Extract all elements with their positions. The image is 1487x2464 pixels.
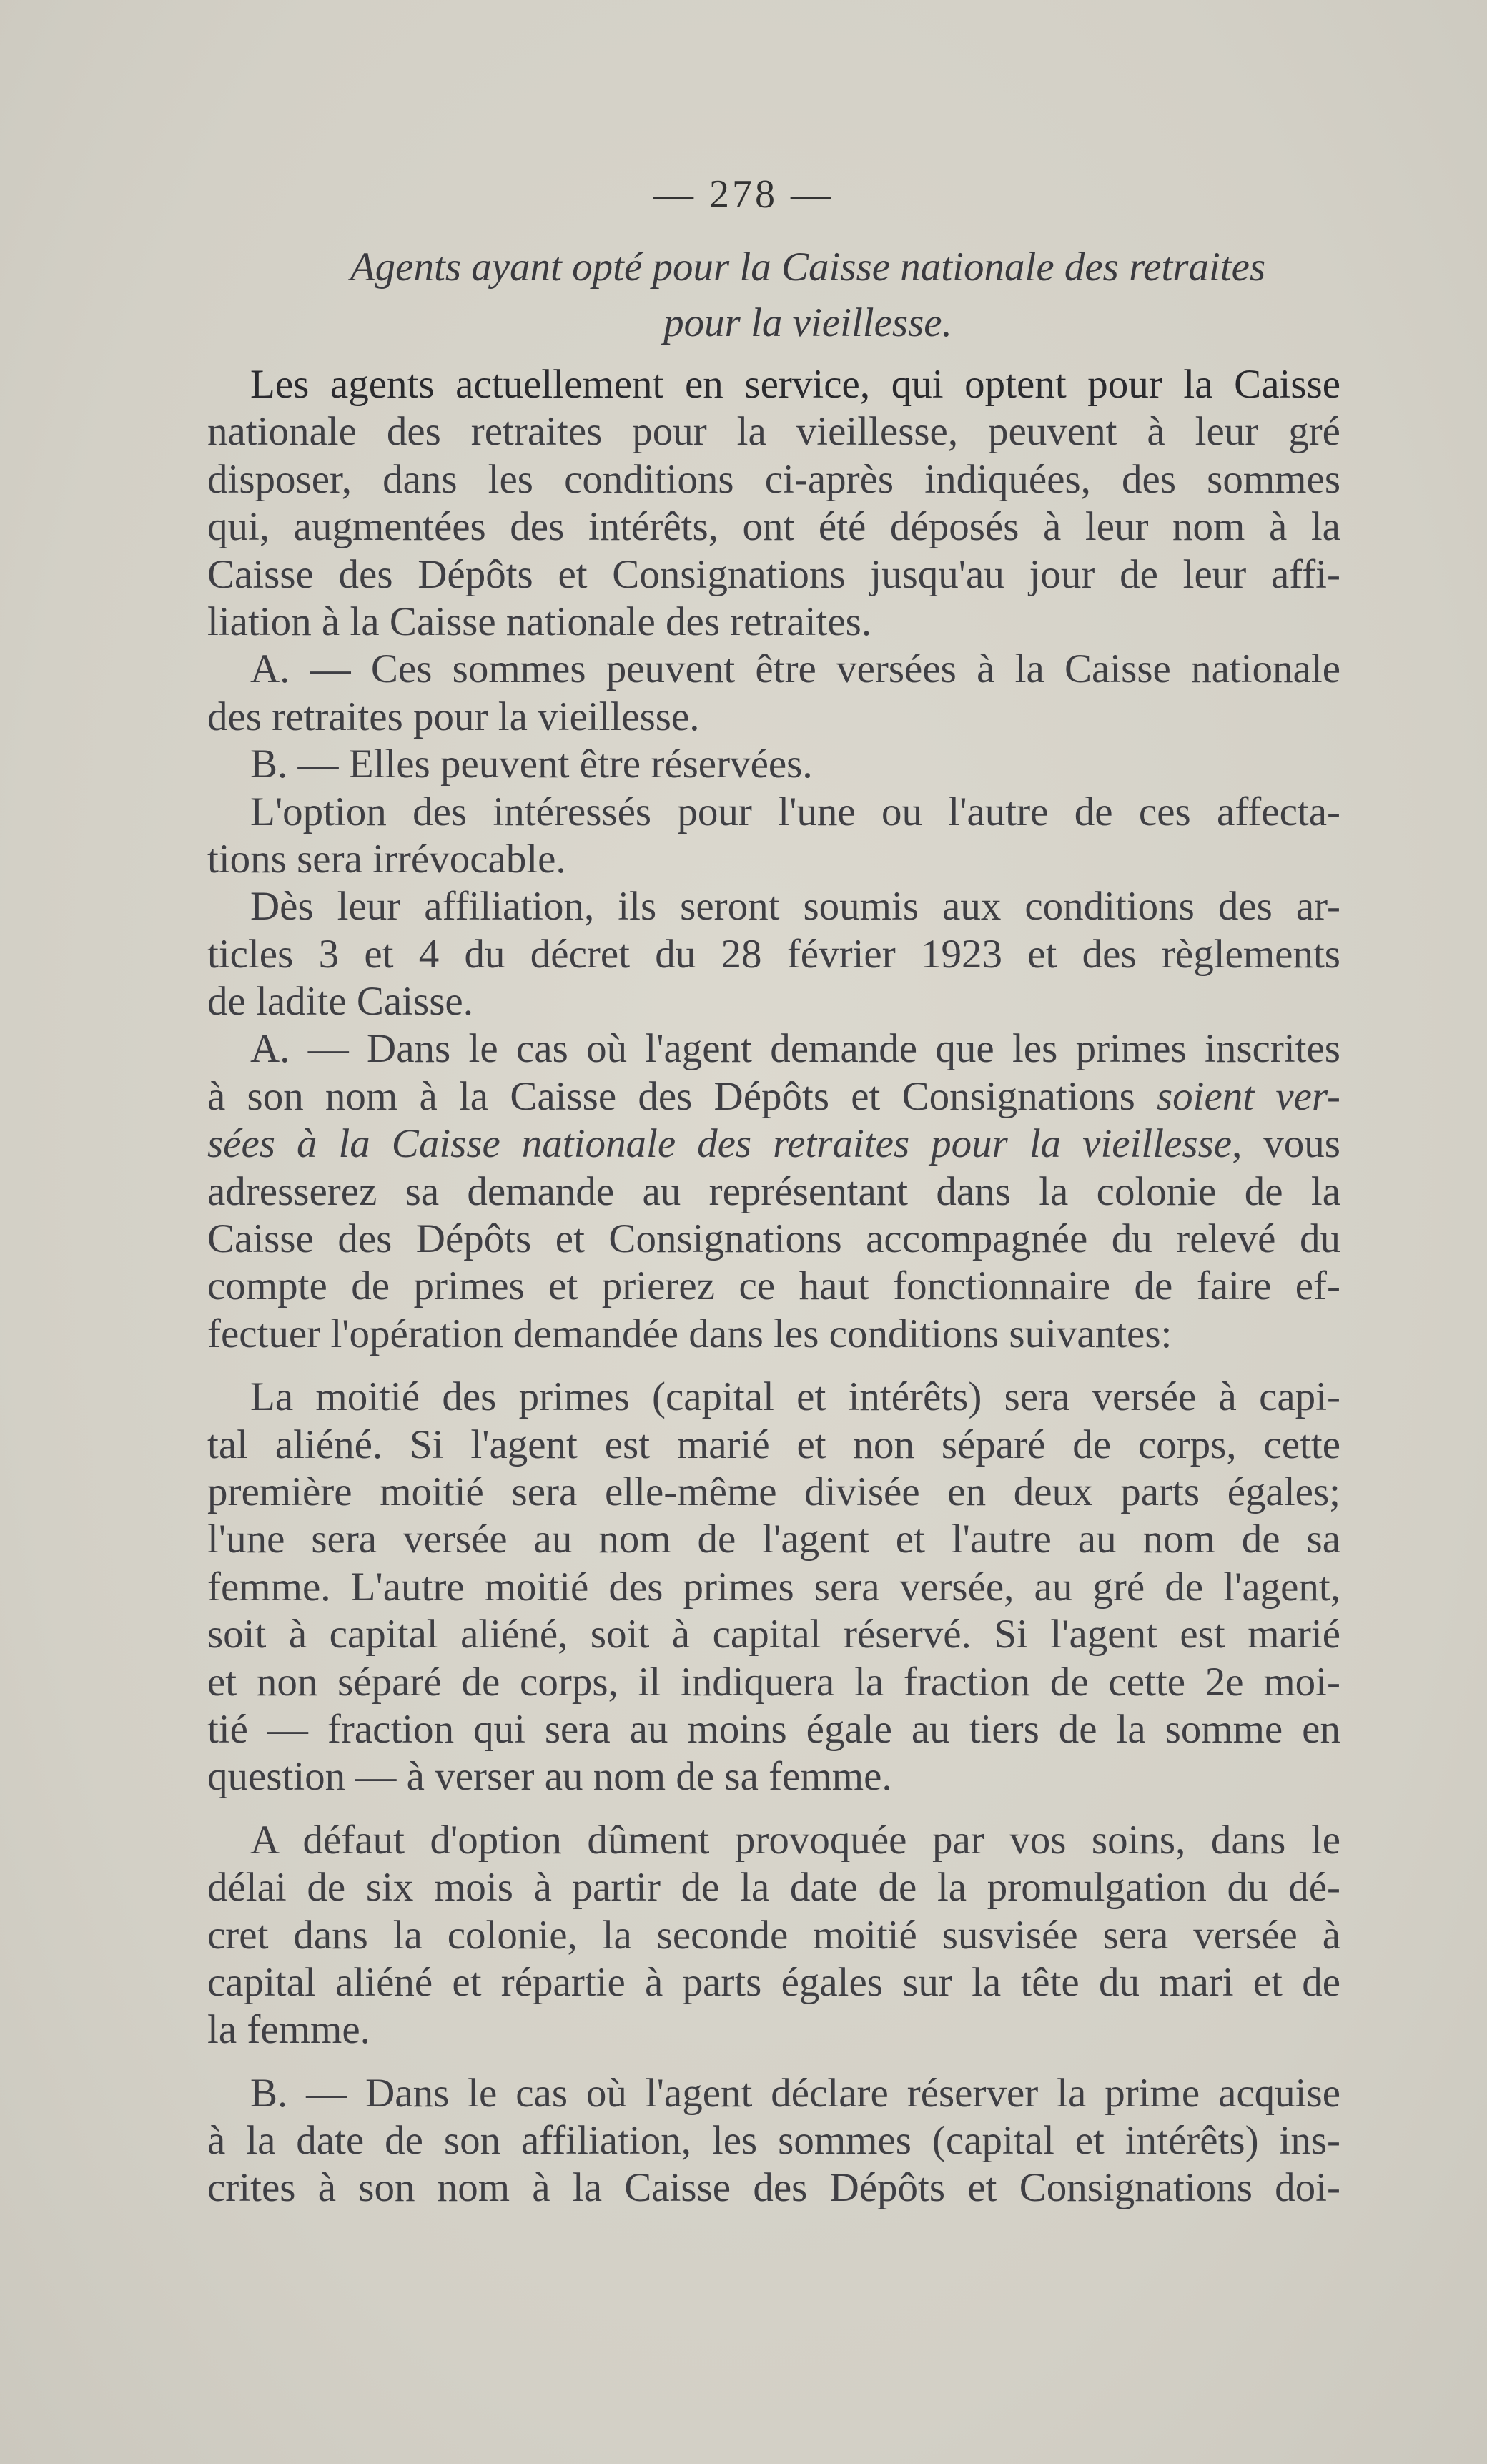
paragraph-7 — [207, 1374, 1340, 1801]
text-line: tal aliéné. Si l'agent est marié et non séparé de corps, cette — [207, 1421, 1340, 1467]
paragraph-spacer — [207, 1801, 1340, 1817]
text-line: A. — Dans le cas où l'agent demande que les primes inscrites — [250, 1026, 1340, 1072]
paragraph-spacer — [207, 1358, 1340, 1374]
text-run: à son nom à la Caisse des Dépôts et Consignations — [207, 1073, 1135, 1119]
text-line: liation à la Caisse nationale des retraites. — [207, 598, 872, 644]
text-line: et non séparé de corps, il indiquera la fraction de cette 2e moi- — [207, 1659, 1340, 1705]
text-line: adresserez sa demande au représentant dans la colonie de la — [207, 1168, 1340, 1214]
text-line — [207, 1120, 1340, 1168]
italic-text-run: sées à la Caisse nationale des retraites pour la vieillesse — [207, 1121, 1232, 1167]
paragraph-5 — [207, 883, 1340, 1025]
heading-line-1: Agents ayant opté pour la Caisse nationale des retraites — [350, 245, 1266, 290]
paragraph-3 — [207, 741, 1340, 788]
text-line: A défaut d'option dûment provoquée par vos soins, dans le — [250, 1817, 1340, 1863]
italic-text-run: soient ver- — [1157, 1073, 1340, 1119]
heading-line-2: pour la vieillesse. — [663, 300, 952, 345]
text-line: B. — Dans le cas où l'agent déclare réserver la prime acquise — [250, 2070, 1340, 2116]
text-line: soit à capital aliéné, soit à capital réservé. Si l'agent est marié — [207, 1612, 1340, 1657]
text-line: l'une sera versée au nom de l'agent et l'autre au nom de sa — [207, 1517, 1340, 1562]
paragraph-2 — [207, 646, 1340, 741]
text-line: de ladite Caisse. — [207, 979, 473, 1025]
paragraph-9 — [207, 2070, 1340, 2212]
text-line: délai de six mois à partir de la date de la promulgation du dé- — [207, 1865, 1340, 1911]
paragraph-8 — [207, 1817, 1340, 2054]
text-line: Les agents actuellement en service, qui optent pour la Caisse — [250, 362, 1340, 407]
text-line: disposer, dans les conditions ci-après indiquées, des sommes — [207, 456, 1340, 502]
paragraph-4 — [207, 789, 1340, 884]
text-line: des retraites pour la vieillesse. — [207, 694, 700, 739]
text-line: qui, augmentées des intérêts, ont été déposés à leur nom à la — [207, 504, 1340, 550]
text-run: , vous — [1232, 1121, 1340, 1167]
text-line: nationale des retraites pour la vieillesse, peuvent à leur gré — [207, 409, 1340, 455]
text-line: à la date de son affiliation, les sommes (capital et intérêts) ins- — [207, 2118, 1340, 2164]
text-line: tié — fraction qui sera au moins égale au tiers de la somme en — [207, 1706, 1340, 1752]
paragraph-1 — [207, 361, 1340, 646]
text-line: fectuer l'opération demandée dans les conditions suivantes: — [207, 1311, 1172, 1356]
paragraph-spacer — [207, 2054, 1340, 2070]
text-line: Dès leur affiliation, ils seront soumis aux conditions des ar- — [250, 884, 1340, 930]
text-line: A. — Ces sommes peuvent être versées à la Caisse nationale — [250, 646, 1340, 692]
text-line: capital aliéné et répartie à parts égales sur la tête du mari et de — [207, 1959, 1340, 2005]
text-line: femme. L'autre moitié des primes sera versée, au gré de l'agent, — [207, 1564, 1340, 1610]
text-line: crites à son nom à la Caisse des Dépôts et Consignations doi- — [207, 2165, 1340, 2211]
text-line: tions sera irrévocable. — [207, 836, 566, 882]
text-line: L'option des intéressés pour l'une ou l'autre de ces affecta- — [250, 789, 1340, 834]
paragraph-6 — [207, 1025, 1340, 1358]
text-line: Caisse des Dépôts et Consignations accompagnée du relevé du — [207, 1216, 1340, 1262]
text-line: compte de primes et prierez ce haut fonctionnaire de faire ef- — [207, 1263, 1340, 1309]
page-number: — 278 — — [653, 172, 834, 217]
text-line: première moitié sera elle-même divisée en deux parts égales; — [207, 1469, 1340, 1514]
text-line: ticles 3 et 4 du décret du 28 février 1923 et des règlements — [207, 931, 1340, 977]
text-line: la femme. — [207, 2007, 370, 2053]
text-line: La moitié des primes (capital et intérêts) sera versée à capi- — [250, 1374, 1340, 1420]
section-heading — [250, 240, 1365, 351]
text-line: B. — Elles peuvent être réservées. — [250, 741, 813, 787]
text-line — [207, 1073, 1340, 1120]
text-line: cret dans la colonie, la seconde moitié susvisée sera versée à — [207, 1912, 1340, 1958]
body-text — [207, 361, 1340, 2212]
text-line: Caisse des Dépôts et Consignations jusqu'au jour de leur affi- — [207, 551, 1340, 597]
text-line: question — à verser au nom de sa femme. — [207, 1754, 892, 1800]
